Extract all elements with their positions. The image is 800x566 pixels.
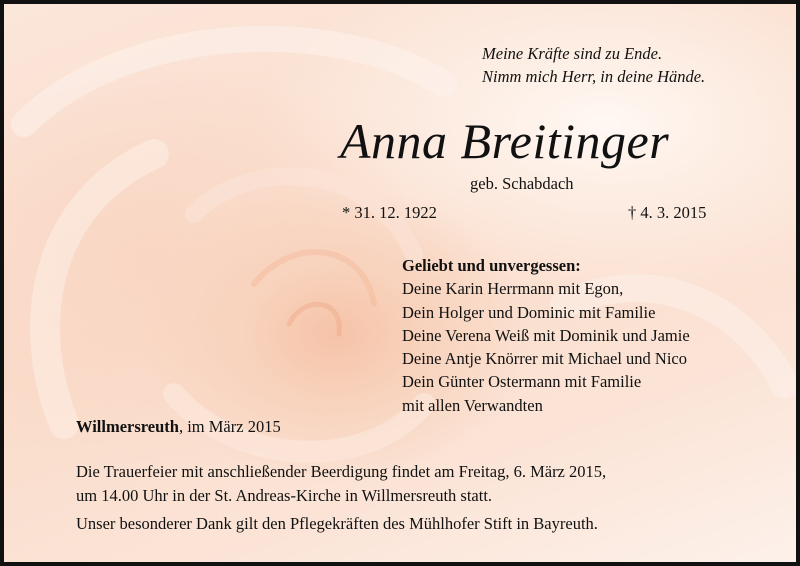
poem-line: Meine Kräfte sind zu Ende. — [482, 44, 663, 63]
poem — [482, 42, 705, 88]
rose-petal-inner — [254, 252, 374, 304]
place-name: Willmersreuth — [76, 417, 179, 436]
mourner-line: Dein Günter Ostermann mit Familie — [402, 372, 642, 392]
place-date-line — [76, 417, 281, 437]
mourner-line: Deine Verena Weiß mit Dominik und Jamie — [402, 325, 690, 345]
funeral-info — [76, 460, 606, 507]
deceased-name: Anna Breitinger — [340, 113, 670, 169]
poem-line: Nimm mich Herr, in deine Hände. — [482, 67, 706, 86]
thanks-note: Unser besonderer Dank gilt den Pflegekräften des Mühlhofer Stift in Bayreuth. — [76, 514, 598, 533]
mourner-line: Deine Karin Herrmann mit Egon, — [402, 279, 624, 299]
month-year: , im März 2015 — [178, 417, 281, 436]
mourners-heading: Geliebt und unvergessen: — [402, 256, 581, 275]
funeral-line: Die Trauerfeier mit anschließender Beerdigung findet am Freitag, 6. März 2015, — [76, 462, 607, 481]
rose-petal-left — [45, 154, 154, 424]
funeral-line: um 14.00 Uhr in der St. Andreas-Kirche in Willmersreuth statt. — [76, 485, 493, 505]
birth-date: * 31. 12. 1922 — [342, 203, 437, 222]
mourner-line: Dein Holger und Dominic mit Familie — [402, 302, 656, 322]
death-date: † 4. 3. 2015 — [628, 203, 707, 222]
maiden-name: geb. Schabdach — [470, 174, 574, 193]
mourner-line: mit allen Verwandten — [402, 395, 543, 415]
rose-petal-core — [289, 304, 339, 334]
mourners-list — [402, 254, 690, 417]
mourner-line: Deine Antje Knörrer mit Michael und Nico — [402, 349, 688, 369]
